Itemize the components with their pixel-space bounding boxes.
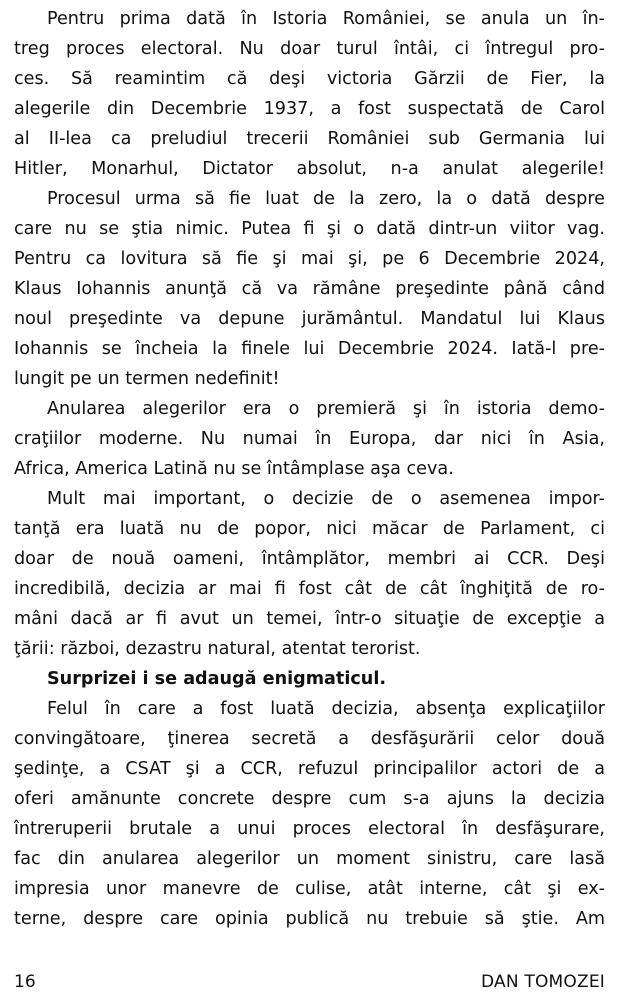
- text-line: noul preşedinte va depune jurământul. Mandatul lui Klaus: [14, 309, 605, 329]
- text-line: Pentru prima dată în Istoria României, se anula un în-: [47, 9, 605, 29]
- text-line: treg proces electoral. Nu doar turul întâi, ci întregul pro-: [14, 39, 605, 59]
- text-line: Klaus Iohannis anunţă că va rămâne preşedinte până când: [14, 279, 605, 299]
- text-line: fac din anularea alegerilor un moment sinistru, care lasă: [14, 849, 605, 869]
- text-line: al II-lea ca preludiul trecerii României sub Germania lui: [14, 129, 605, 149]
- text-line: Surprizei i se adaugă enigmaticul.: [47, 669, 387, 689]
- text-line: Hitler, Monarhul, Dictator absolut, n-a anulat alegerile!: [14, 159, 605, 179]
- paragraph: [14, 394, 605, 484]
- text-line: şedinţe, a CSAT şi a CCR, refuzul principalilor actori de a: [14, 759, 605, 779]
- text-line: ţării: război, dezastru natural, atentat terorist.: [14, 639, 421, 659]
- paragraph: [14, 4, 605, 184]
- text-line: Africa, America Latină nu se întâmplase aşa ceva.: [14, 459, 454, 479]
- text-line: craţiilor moderne. Nu numai în Europa, dar nici în Asia,: [14, 429, 605, 449]
- running-head: DAN TOMOZEI: [481, 972, 605, 992]
- text-line: Felul în care a fost luată decizia, absenţa explicaţiilor: [47, 699, 605, 719]
- body-text: [14, 4, 605, 934]
- text-line: Pentru ca lovitura să fie şi mai şi, pe 6 Decembrie 2024,: [14, 249, 605, 269]
- page-footer: [14, 970, 605, 994]
- page-number: 16: [14, 972, 36, 992]
- text-line: Iohannis se încheia la finele lui Decembrie 2024. Iată-l pre-: [14, 339, 605, 359]
- text-line: care nu se ştia nimic. Putea fi şi o dată dintr-un viitor vag.: [14, 219, 605, 239]
- text-line: ces. Să reamintim că deşi victoria Gărzii de Fier, la: [14, 69, 605, 89]
- text-line: alegerile din Decembrie 1937, a fost suspectată de Carol: [14, 99, 605, 119]
- text-line: lungit pe un termen nedefinit!: [14, 369, 280, 389]
- text-line: impresia unor manevre de culise, atât interne, cât şi ex-: [14, 879, 605, 899]
- text-line: întreruperii brutale a unui proces electoral în desfăşurare,: [14, 819, 605, 839]
- text-line: Anularea alegerilor era o premieră şi în istoria demo-: [47, 399, 605, 419]
- text-line: mâni dacă ar fi avut un temei, într-o situaţie de excepţie a: [14, 609, 605, 629]
- text-line: Mult mai important, o decizie de o asemenea impor-: [47, 489, 605, 509]
- text-line: doar de nouă oameni, întâmplător, membri ai CCR. Deşi: [14, 549, 605, 569]
- text-line: tanţă era luată nu de popor, nici măcar de Parlament, ci: [14, 519, 605, 539]
- text-line: terne, despre care opinia publică nu trebuie să ştie. Am: [14, 909, 605, 929]
- text-line: Procesul urma să fie luat de la zero, la o dată despre: [47, 189, 605, 209]
- paragraph: [14, 694, 605, 934]
- text-line: convingătoare, ţinerea secretă a desfăşurării celor două: [14, 729, 605, 749]
- text-line: oferi amănunte concrete despre cum s-a ajuns la decizia: [14, 789, 605, 809]
- paragraph: [14, 184, 605, 394]
- text-line: incredibilă, decizia ar mai fi fost cât de cât înghiţită de ro-: [14, 579, 605, 599]
- paragraph: [14, 484, 605, 664]
- bold-paragraph: [14, 664, 605, 694]
